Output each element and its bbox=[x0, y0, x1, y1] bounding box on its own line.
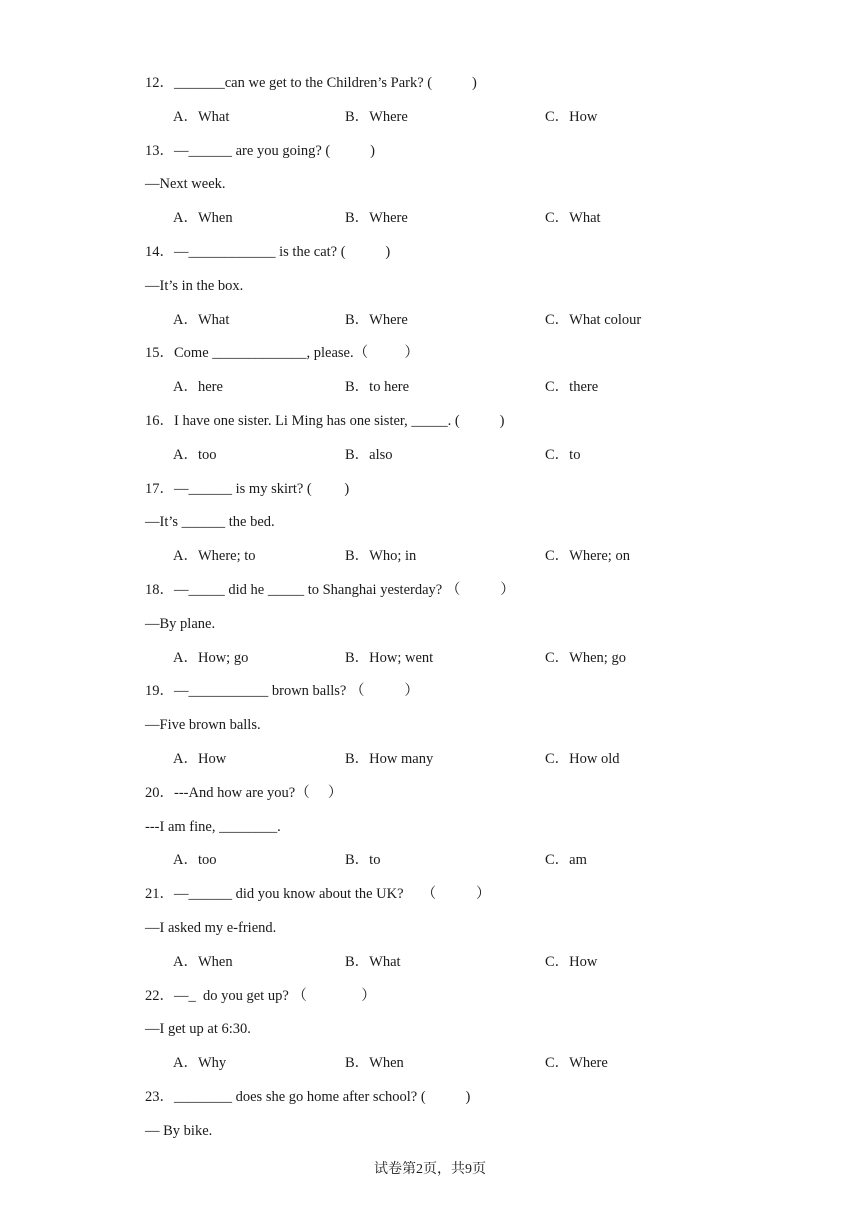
question-15-option-a: A．here bbox=[173, 379, 223, 395]
question-18-stem: 18．—_____ did he _____ to Shanghai yesterday? （ ） bbox=[145, 582, 515, 598]
question-17-option-a: A．Where; to bbox=[173, 548, 256, 564]
question-18-option-b: B．How; went bbox=[345, 650, 434, 666]
question-20-response: ---I am fine, ________. bbox=[145, 819, 281, 835]
question-17-stem: 17．—______ is my skirt? ( ) bbox=[145, 481, 350, 497]
question-20-stem: 20．---And how are you?（ ） bbox=[145, 785, 343, 801]
question-20-option-b: B．to bbox=[345, 852, 381, 868]
question-12-stem: 12．_______can we get to the Children’s Park? ( ) bbox=[145, 75, 477, 91]
page-footer: 试卷第2页，共9页 bbox=[374, 1162, 486, 1177]
question-15-option-b: B．to here bbox=[345, 379, 410, 395]
question-22-stem: 22．—_ do you get up? （ ） bbox=[145, 988, 376, 1004]
question-21-stem: 21．—______ did you know about the UK? （ ） bbox=[145, 886, 491, 902]
question-22-response: —I get up at 6:30. bbox=[145, 1021, 251, 1037]
question-21-option-b: B．What bbox=[345, 954, 401, 970]
question-13-stem: 13．—______ are you going? ( ) bbox=[145, 143, 375, 159]
question-19-option-b: B．How many bbox=[345, 751, 434, 767]
question-18-response: —By plane. bbox=[145, 616, 216, 632]
question-17-option-b: B．Who; in bbox=[345, 548, 417, 564]
question-13-option-c: C．What bbox=[545, 210, 601, 226]
question-14-response: —It’s in the box. bbox=[145, 278, 244, 294]
question-14-option-a: A．What bbox=[173, 312, 230, 328]
question-18-option-c: C．When; go bbox=[545, 650, 626, 666]
question-13-option-b: B．Where bbox=[345, 210, 408, 226]
question-14-option-c: C．What colour bbox=[545, 312, 642, 328]
question-16-option-b: B．also bbox=[345, 447, 393, 463]
question-21-option-a: A．When bbox=[173, 954, 233, 970]
question-14-stem: 14．—____________ is the cat? ( ) bbox=[145, 244, 391, 260]
question-21-response: —I asked my e-friend. bbox=[145, 920, 277, 936]
question-19-response: —Five brown balls. bbox=[145, 717, 261, 733]
question-14-option-b: B．Where bbox=[345, 312, 408, 328]
question-13-option-a: A．When bbox=[173, 210, 233, 226]
question-16-option-c: C．to bbox=[545, 447, 581, 463]
question-12-option-a: A．What bbox=[173, 109, 230, 125]
question-15-stem: 15．Come _____________, please.（ ） bbox=[145, 345, 419, 361]
question-13-response: —Next week. bbox=[145, 176, 226, 192]
question-22-option-c: C．Where bbox=[545, 1055, 608, 1071]
question-22-option-a: A．Why bbox=[173, 1055, 227, 1071]
question-16-option-a: A．too bbox=[173, 447, 217, 463]
question-23-response: — By bike. bbox=[145, 1123, 213, 1139]
question-19-option-a: A．How bbox=[173, 751, 227, 767]
question-20-option-a: A．too bbox=[173, 852, 217, 868]
question-12-option-c: C．How bbox=[545, 109, 598, 125]
question-20-option-c: C．am bbox=[545, 852, 587, 868]
question-17-option-c: C．Where; on bbox=[545, 548, 630, 564]
question-22-option-b: B．When bbox=[345, 1055, 404, 1071]
question-18-option-a: A．How; go bbox=[173, 650, 249, 666]
question-21-option-c: C．How bbox=[545, 954, 598, 970]
question-19-option-c: C．How old bbox=[545, 751, 620, 767]
question-17-response: —It’s ______ the bed. bbox=[145, 514, 275, 530]
question-19-stem: 19．—___________ brown balls? （ ） bbox=[145, 683, 419, 699]
question-12-option-b: B．Where bbox=[345, 109, 408, 125]
question-23-stem: 23．________ does she go home after school? ( ) bbox=[145, 1089, 471, 1105]
question-16-stem: 16．I have one sister. Li Ming has one sister, _____. ( ) bbox=[145, 413, 505, 429]
question-15-option-c: C．there bbox=[545, 379, 599, 395]
